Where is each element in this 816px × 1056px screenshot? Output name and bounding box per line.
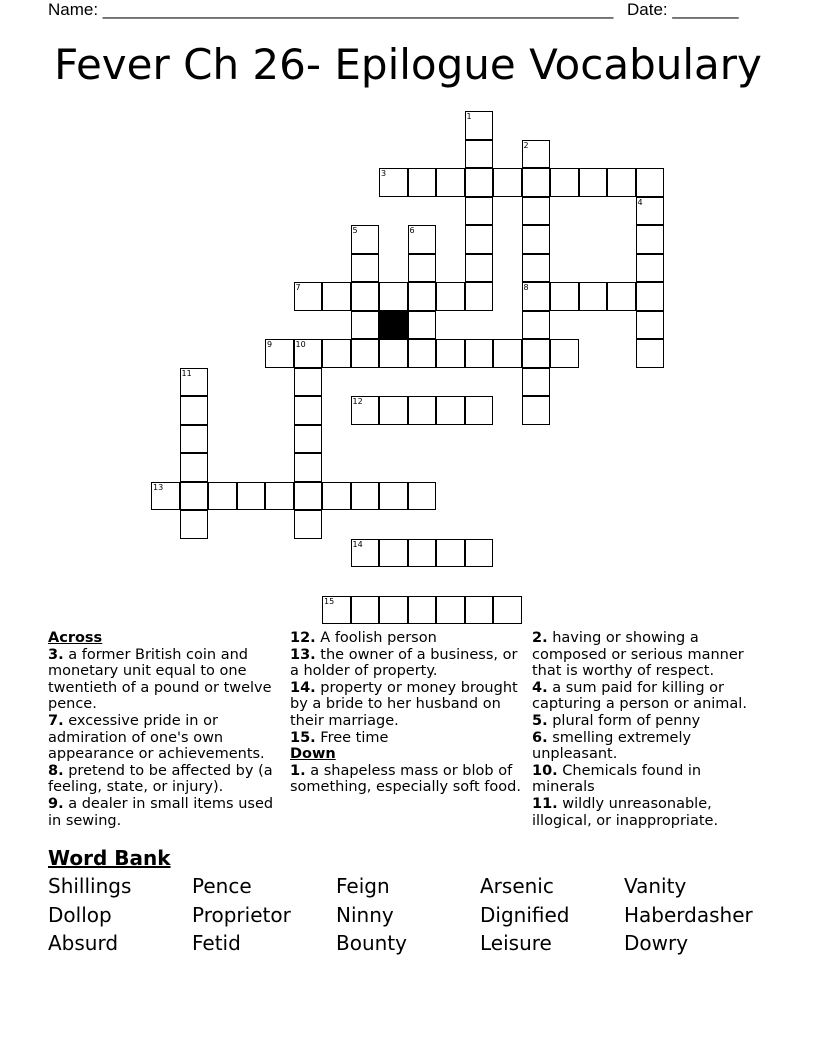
clue-across-9: 9. a dealer in small items used in sewing. bbox=[48, 795, 274, 829]
grid-cell[interactable] bbox=[379, 339, 408, 368]
grid-cell[interactable] bbox=[636, 311, 665, 340]
clue-down-10: 10. Chemicals found in minerals bbox=[532, 762, 702, 796]
grid-cell[interactable] bbox=[351, 282, 380, 311]
grid-cell[interactable] bbox=[465, 197, 494, 226]
grid-cell[interactable] bbox=[522, 396, 551, 425]
grid-cell[interactable] bbox=[607, 168, 636, 197]
grid-cell[interactable] bbox=[408, 596, 437, 625]
clue-down-5: 5. plural form of penny bbox=[532, 712, 701, 729]
grid-cell[interactable] bbox=[379, 396, 408, 425]
grid-cell[interactable] bbox=[493, 339, 522, 368]
grid-cell[interactable] bbox=[465, 282, 494, 311]
word-bank-item: Pence bbox=[192, 874, 252, 898]
grid-cell[interactable] bbox=[408, 282, 437, 311]
clue-number: 11 bbox=[181, 368, 192, 378]
grid-cell[interactable] bbox=[579, 168, 608, 197]
grid-cell[interactable] bbox=[379, 596, 408, 625]
clue-number: 3 bbox=[381, 169, 387, 178]
grid-cell[interactable] bbox=[180, 510, 209, 539]
grid-cell[interactable] bbox=[237, 482, 266, 511]
clue-number: 9 bbox=[267, 340, 273, 349]
clue-number: 6 bbox=[409, 226, 415, 235]
clue-number: 7 bbox=[295, 283, 301, 292]
clues-column-2 bbox=[290, 630, 522, 796]
across-heading: Across bbox=[48, 630, 103, 646]
grid-cell[interactable] bbox=[550, 339, 579, 368]
grid-cell[interactable] bbox=[522, 311, 551, 340]
word-bank-item: Dowry bbox=[624, 931, 689, 955]
grid-cell[interactable] bbox=[636, 282, 665, 311]
grid-cell[interactable] bbox=[294, 482, 323, 511]
word-bank-item: Arsenic bbox=[480, 874, 554, 898]
clue-across-7: 7. excessive pride in or admiration of one's own appearance or achievements. bbox=[48, 712, 265, 763]
grid-cell[interactable] bbox=[379, 482, 408, 511]
clue-number: 8 bbox=[523, 283, 529, 292]
grid-cell[interactable] bbox=[636, 168, 665, 197]
grid-cell[interactable] bbox=[294, 368, 323, 397]
clue-across-8: 8. pretend to be affected by (a feeling, state, or injury). bbox=[48, 762, 273, 796]
grid-cell[interactable] bbox=[465, 596, 494, 625]
grid-cell[interactable] bbox=[351, 311, 380, 340]
clue-down-11: 11. wildly unreasonable, illogical, or inappropriate. bbox=[532, 795, 719, 829]
clue-down-6: 6. smelling extremely unpleasant. bbox=[532, 729, 692, 763]
grid-cell[interactable] bbox=[436, 339, 465, 368]
grid-cell[interactable] bbox=[465, 168, 494, 197]
grid-cell[interactable] bbox=[351, 254, 380, 283]
grid-cell[interactable] bbox=[493, 168, 522, 197]
grid-cell[interactable] bbox=[379, 282, 408, 311]
grid-cell[interactable] bbox=[294, 510, 323, 539]
grid-cell[interactable] bbox=[436, 168, 465, 197]
word-bank-title: Word Bank bbox=[48, 846, 171, 870]
grid-cell[interactable] bbox=[465, 339, 494, 368]
grid-cell[interactable] bbox=[208, 482, 237, 511]
grid-cell[interactable] bbox=[436, 539, 465, 568]
grid-cell[interactable] bbox=[294, 453, 323, 482]
grid-cell[interactable] bbox=[436, 596, 465, 625]
date-line[interactable]: Date: _______ bbox=[627, 0, 739, 19]
grid-cell[interactable] bbox=[465, 396, 494, 425]
grid-cell[interactable] bbox=[522, 368, 551, 397]
word-bank-item: Feign bbox=[336, 874, 390, 898]
grid-cell[interactable] bbox=[522, 168, 551, 197]
grid-cell[interactable] bbox=[408, 396, 437, 425]
grid-cell[interactable] bbox=[351, 339, 380, 368]
word-bank-item: Haberdasher bbox=[624, 903, 753, 927]
grid-cell[interactable] bbox=[636, 254, 665, 283]
grid-cell[interactable] bbox=[522, 225, 551, 254]
word-bank-item: Shillings bbox=[48, 874, 132, 898]
grid-cell[interactable] bbox=[436, 396, 465, 425]
grid-cell[interactable] bbox=[180, 425, 209, 454]
down-heading: Down bbox=[290, 746, 336, 763]
grid-cell[interactable] bbox=[408, 311, 437, 340]
grid-cell[interactable] bbox=[522, 339, 551, 368]
word-bank-item: Bounty bbox=[336, 931, 407, 955]
clue-number: 12 bbox=[352, 397, 363, 406]
grid-cell[interactable] bbox=[379, 539, 408, 568]
grid-cell[interactable] bbox=[436, 282, 465, 311]
clue-number: 1 bbox=[466, 112, 472, 121]
grid-cell[interactable] bbox=[180, 453, 209, 482]
grid-cell[interactable] bbox=[522, 254, 551, 283]
clue-number: 15 bbox=[324, 596, 335, 606]
grid-cell[interactable] bbox=[636, 225, 665, 254]
clue-number: 14 bbox=[352, 539, 363, 549]
page-title: Fever Ch 26- Epilogue Vocabulary bbox=[54, 40, 762, 89]
word-bank-item: Leisure bbox=[480, 931, 552, 955]
clue-down-4: 4. a sum paid for killing or capturing a person or animal. bbox=[532, 679, 747, 713]
grid-cell[interactable] bbox=[408, 539, 437, 568]
grid-cell[interactable] bbox=[180, 482, 209, 511]
clue-across-3: 3. a former British coin and monetary unit equal to one twentieth of a pound or twelve pence. bbox=[48, 646, 272, 713]
word-bank-item: Dignified bbox=[480, 903, 570, 927]
grid-cell[interactable] bbox=[180, 396, 209, 425]
word-bank-item: Dollop bbox=[48, 903, 112, 927]
grid-cell[interactable] bbox=[607, 282, 636, 311]
grid-cell[interactable] bbox=[493, 596, 522, 625]
grid-cell[interactable] bbox=[408, 339, 437, 368]
grid-cell[interactable] bbox=[522, 197, 551, 226]
grid-cell[interactable] bbox=[408, 168, 437, 197]
grid-cell[interactable] bbox=[550, 168, 579, 197]
clue-number: 13 bbox=[153, 482, 164, 492]
clue-number: 2 bbox=[523, 140, 529, 150]
clue-across-15: 15. Free time bbox=[290, 729, 389, 746]
grid-cell[interactable] bbox=[294, 396, 323, 425]
grid-cell[interactable] bbox=[465, 140, 494, 169]
grid-cell[interactable] bbox=[465, 225, 494, 254]
clue-across-14: 14. property or money brought by a bride to her husband on their marriage. bbox=[290, 679, 518, 729]
name-line[interactable]: Name: ______________________________________________________ bbox=[48, 0, 614, 19]
word-bank-item: Ninny bbox=[336, 903, 394, 927]
grid-cell[interactable] bbox=[322, 282, 351, 311]
clue-number: 5 bbox=[352, 226, 358, 235]
word-bank-item: Proprietor bbox=[192, 903, 291, 927]
clue-across-12: 12. A foolish person bbox=[290, 630, 437, 646]
grid-cell[interactable] bbox=[265, 482, 294, 511]
grid-cell[interactable] bbox=[465, 539, 494, 568]
grid-cell[interactable] bbox=[579, 282, 608, 311]
grid-cell[interactable] bbox=[550, 282, 579, 311]
word-bank-item: Absurd bbox=[48, 931, 119, 955]
grid-cell[interactable] bbox=[465, 254, 494, 283]
grid-cell[interactable] bbox=[351, 596, 380, 625]
grid-cell[interactable] bbox=[351, 482, 380, 511]
clues-column-1 bbox=[48, 630, 280, 829]
grid-cell[interactable] bbox=[636, 339, 665, 368]
grid-cell[interactable] bbox=[322, 482, 351, 511]
clue-number: 10 bbox=[295, 340, 306, 349]
word-bank-item: Vanity bbox=[624, 874, 687, 898]
clue-down-1: 1. a shapeless mass or blob of something, especially soft food. bbox=[290, 762, 521, 796]
clue-number: 4 bbox=[637, 197, 643, 207]
clue-across-13: 13. the owner of a business, or a holder of property. bbox=[290, 646, 518, 680]
grid-cell[interactable] bbox=[294, 425, 323, 454]
clues-column-3 bbox=[532, 630, 764, 829]
word-bank-item: Fetid bbox=[192, 931, 241, 955]
black-cell bbox=[379, 311, 408, 340]
grid-cell[interactable] bbox=[322, 339, 351, 368]
grid-cell[interactable] bbox=[408, 254, 437, 283]
clue-down-2: 2. having or showing a composed or serious manner that is worthy of respect. bbox=[532, 630, 744, 680]
grid-cell[interactable] bbox=[408, 482, 437, 511]
